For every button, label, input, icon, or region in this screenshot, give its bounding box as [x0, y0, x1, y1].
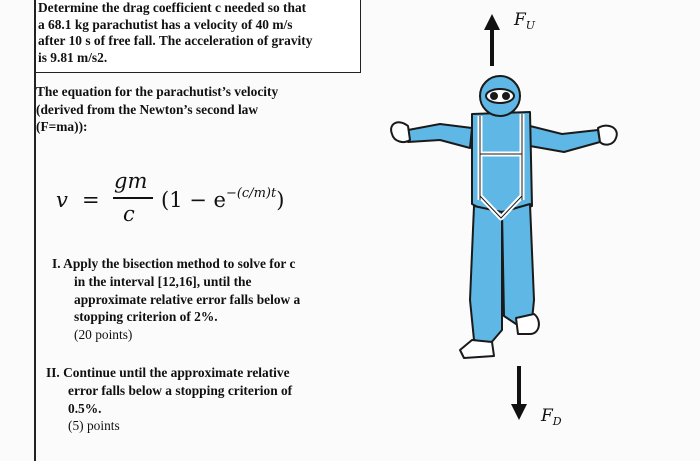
intro-line: The equation for the parachutist’s velocity: [36, 84, 279, 99]
right-arm: [530, 126, 600, 152]
left-hand: [391, 122, 410, 142]
eq-denominator: c: [123, 202, 135, 226]
task-one-line: I. Apply the bisection method to solve for c: [52, 256, 296, 271]
drag-force-subscript: D: [552, 415, 562, 428]
up-arrow-icon: [484, 14, 500, 66]
eq-paren-close: ): [276, 188, 285, 212]
velocity-equation: [56, 164, 356, 234]
task-two-points: (5) points: [68, 418, 120, 434]
task-two-line: 0.5%.: [68, 400, 102, 416]
left-leg: [470, 206, 502, 344]
eq-numerator: gm: [114, 169, 148, 193]
task-one-points: (20 points): [74, 327, 133, 343]
problem-line: a 68.1 kg parachutist has a velocity of 40 m/s: [38, 16, 293, 32]
task-two-line: error falls below a stopping criterion of: [68, 382, 293, 398]
task-one-line: approximate relative error falls below a: [74, 291, 301, 307]
task-two: [46, 364, 360, 435]
drag-force-symbol: F: [541, 406, 553, 426]
left-arm: [408, 124, 472, 148]
intro-line: (F=ma)):: [36, 119, 88, 134]
eq-paren-open: (1 − e: [161, 188, 226, 212]
task-one-line: in the interval [12,16], until the: [74, 273, 252, 289]
eq-exponent: −(c/m)t: [225, 186, 277, 201]
parachutist-icon: [391, 76, 617, 358]
problem-line: is 9.81 m/s2.: [38, 49, 108, 65]
task-one-line: stopping criterion of 2%.: [74, 309, 218, 325]
eq-lhs: v: [56, 188, 68, 212]
right-hand: [598, 126, 617, 145]
intro-line: (derived from the Newton’s second law: [36, 101, 259, 117]
problem-line: after 10 s of free fall. The acceleration of gravity: [38, 33, 313, 49]
eq-equals: =: [82, 188, 100, 212]
right-boot: [516, 314, 539, 334]
problem-statement: [38, 0, 360, 66]
down-arrow-icon: [511, 366, 527, 420]
upward-force-symbol: F: [514, 10, 526, 30]
fraction-bar: [113, 197, 153, 199]
left-boot: [460, 340, 494, 358]
equation-intro: [36, 83, 346, 136]
task-one: [52, 255, 362, 344]
right-leg: [502, 204, 534, 324]
parachutist-figure: [380, 0, 700, 461]
upward-force-subscript: U: [525, 19, 536, 32]
task-two-line: II. Continue until the approximate relative: [46, 365, 290, 380]
left-border: [34, 0, 36, 461]
eq-paren-term: [161, 188, 284, 212]
problem-line: Determine the drag coefficient c needed so that: [38, 0, 307, 15]
